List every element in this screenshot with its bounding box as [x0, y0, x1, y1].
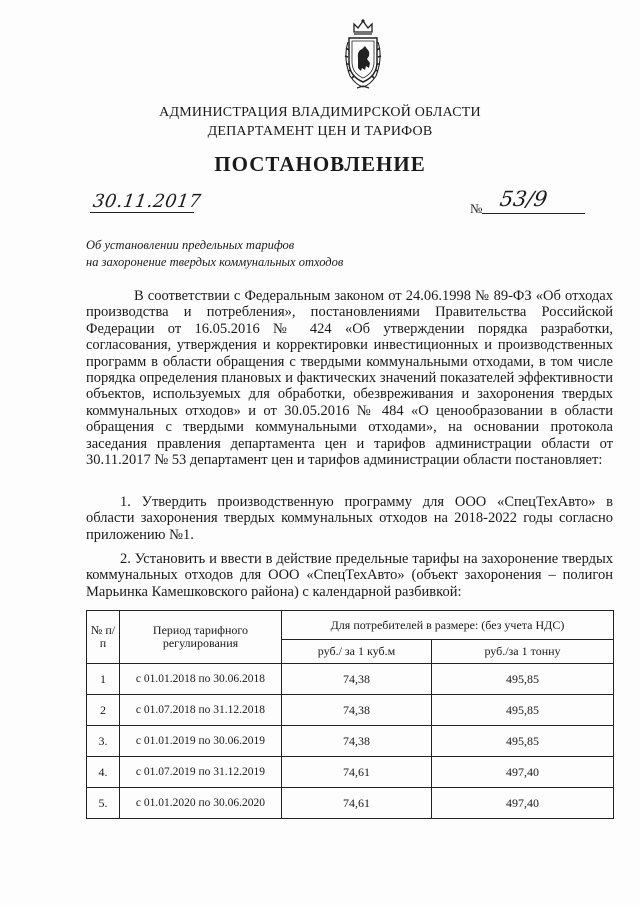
row-tariff-per-cubic-meter: 74,61 [282, 757, 432, 788]
document-title: ПОСТАНОВЛЕНИЕ [214, 152, 426, 176]
row-number: 5. [87, 788, 120, 819]
row-period: с 01.01.2019 по 30.06.2019 [120, 726, 282, 757]
table-row [87, 664, 614, 695]
row-number: 2 [87, 695, 120, 726]
subject-line-2: на захоронение твердых коммунальных отходов [86, 255, 344, 269]
subject-line-1: Об установлении предельных тарифов [86, 238, 295, 252]
number-underline [482, 213, 585, 214]
row-period: с 01.07.2018 по 31.12.2018 [120, 695, 282, 726]
row-tariff-per-ton: 497,40 [432, 757, 614, 788]
row-period: с 01.01.2018 по 30.06.2018 [120, 664, 282, 695]
row-number: 3. [87, 726, 120, 757]
row-number: 1 [87, 664, 120, 695]
department-name: ДЕПАРТАМЕНТ ЦЕН И ТАРИФОВ [207, 124, 433, 139]
row-tariff-per-ton: 497,40 [432, 788, 614, 819]
column-header-period: Период тарифного регулирования [120, 611, 282, 664]
table-row [87, 695, 614, 726]
row-tariff-per-ton: 495,85 [432, 726, 614, 757]
row-number: 4. [87, 757, 120, 788]
table-row [87, 788, 614, 819]
row-tariff-per-ton: 495,85 [432, 695, 614, 726]
column-header-per-ton: руб./за 1 тонну [432, 640, 614, 664]
handwritten-document-number: 53/9 [498, 187, 549, 211]
column-header-consumers: Для потребителей в размере: (без учета НДС) [282, 611, 614, 640]
date-underline [90, 212, 194, 213]
row-tariff-per-cubic-meter: 74,38 [282, 726, 432, 757]
row-tariff-per-cubic-meter: 74,38 [282, 695, 432, 726]
table-row [87, 726, 614, 757]
tariff-table [86, 610, 614, 819]
row-period: с 01.07.2019 по 31.12.2019 [120, 757, 282, 788]
document-subject [86, 237, 406, 271]
row-period: с 01.01.2020 по 30.06.2020 [120, 788, 282, 819]
number-label: № [470, 201, 483, 216]
clause-1-paragraph: 1. Утвердить производственную программу для ООО «СпецТехАвто» в области захоронения твердых коммунальных отходов на 2018-2022 годы согласно приложению №1. [86, 494, 613, 543]
row-tariff-per-cubic-meter: 74,38 [282, 664, 432, 695]
coat-of-arms-emblem [343, 18, 383, 92]
handwritten-date: 30.11.2017 [91, 191, 203, 212]
table-row [87, 757, 614, 788]
preamble-paragraph: В соответствии с Федеральным законом от 24.06.1998 № 89-ФЗ «Об отходах производства и потребления», постановлениями Правительства Российской Федерации от 16.05.2016 № 424 «Об утверждении порядка разработки, согласования, утверждения и корректировки инвестиционных и производственных программ в области обращения с твердыми коммунальными отходами, в том числе порядка определения плановых и фактических значений показателей эффективности объектов, используемых для обработки, обезвреживания и захоронения твердых коммунальных отходов» и от 30.05.2016 № 484 «О ценообразовании в области обращения с твердыми коммунальными отходами», на основании протокола заседания правления департамента цен и тарифов администрации области от 30.11.2017 № 53 департамент цен и тарифов администрации области постановляет: [86, 288, 613, 469]
column-header-number: № п/п [87, 611, 120, 664]
column-header-per-cubic-meter: руб./ за 1 куб.м [282, 640, 432, 664]
clause-2-paragraph: 2. Установить и ввести в действие предельные тарифы на захоронение твердых коммунальных отходов для ООО «СпецТехАвто» (объект захоронения – полигон Марьинка Камешковского района) с календарной разбивкой: [86, 551, 613, 600]
organization-name: АДМИНИСТРАЦИЯ ВЛАДИМИРСКОЙ ОБЛАСТИ [159, 105, 481, 120]
row-tariff-per-cubic-meter: 74,61 [282, 788, 432, 819]
row-tariff-per-ton: 495,85 [432, 664, 614, 695]
